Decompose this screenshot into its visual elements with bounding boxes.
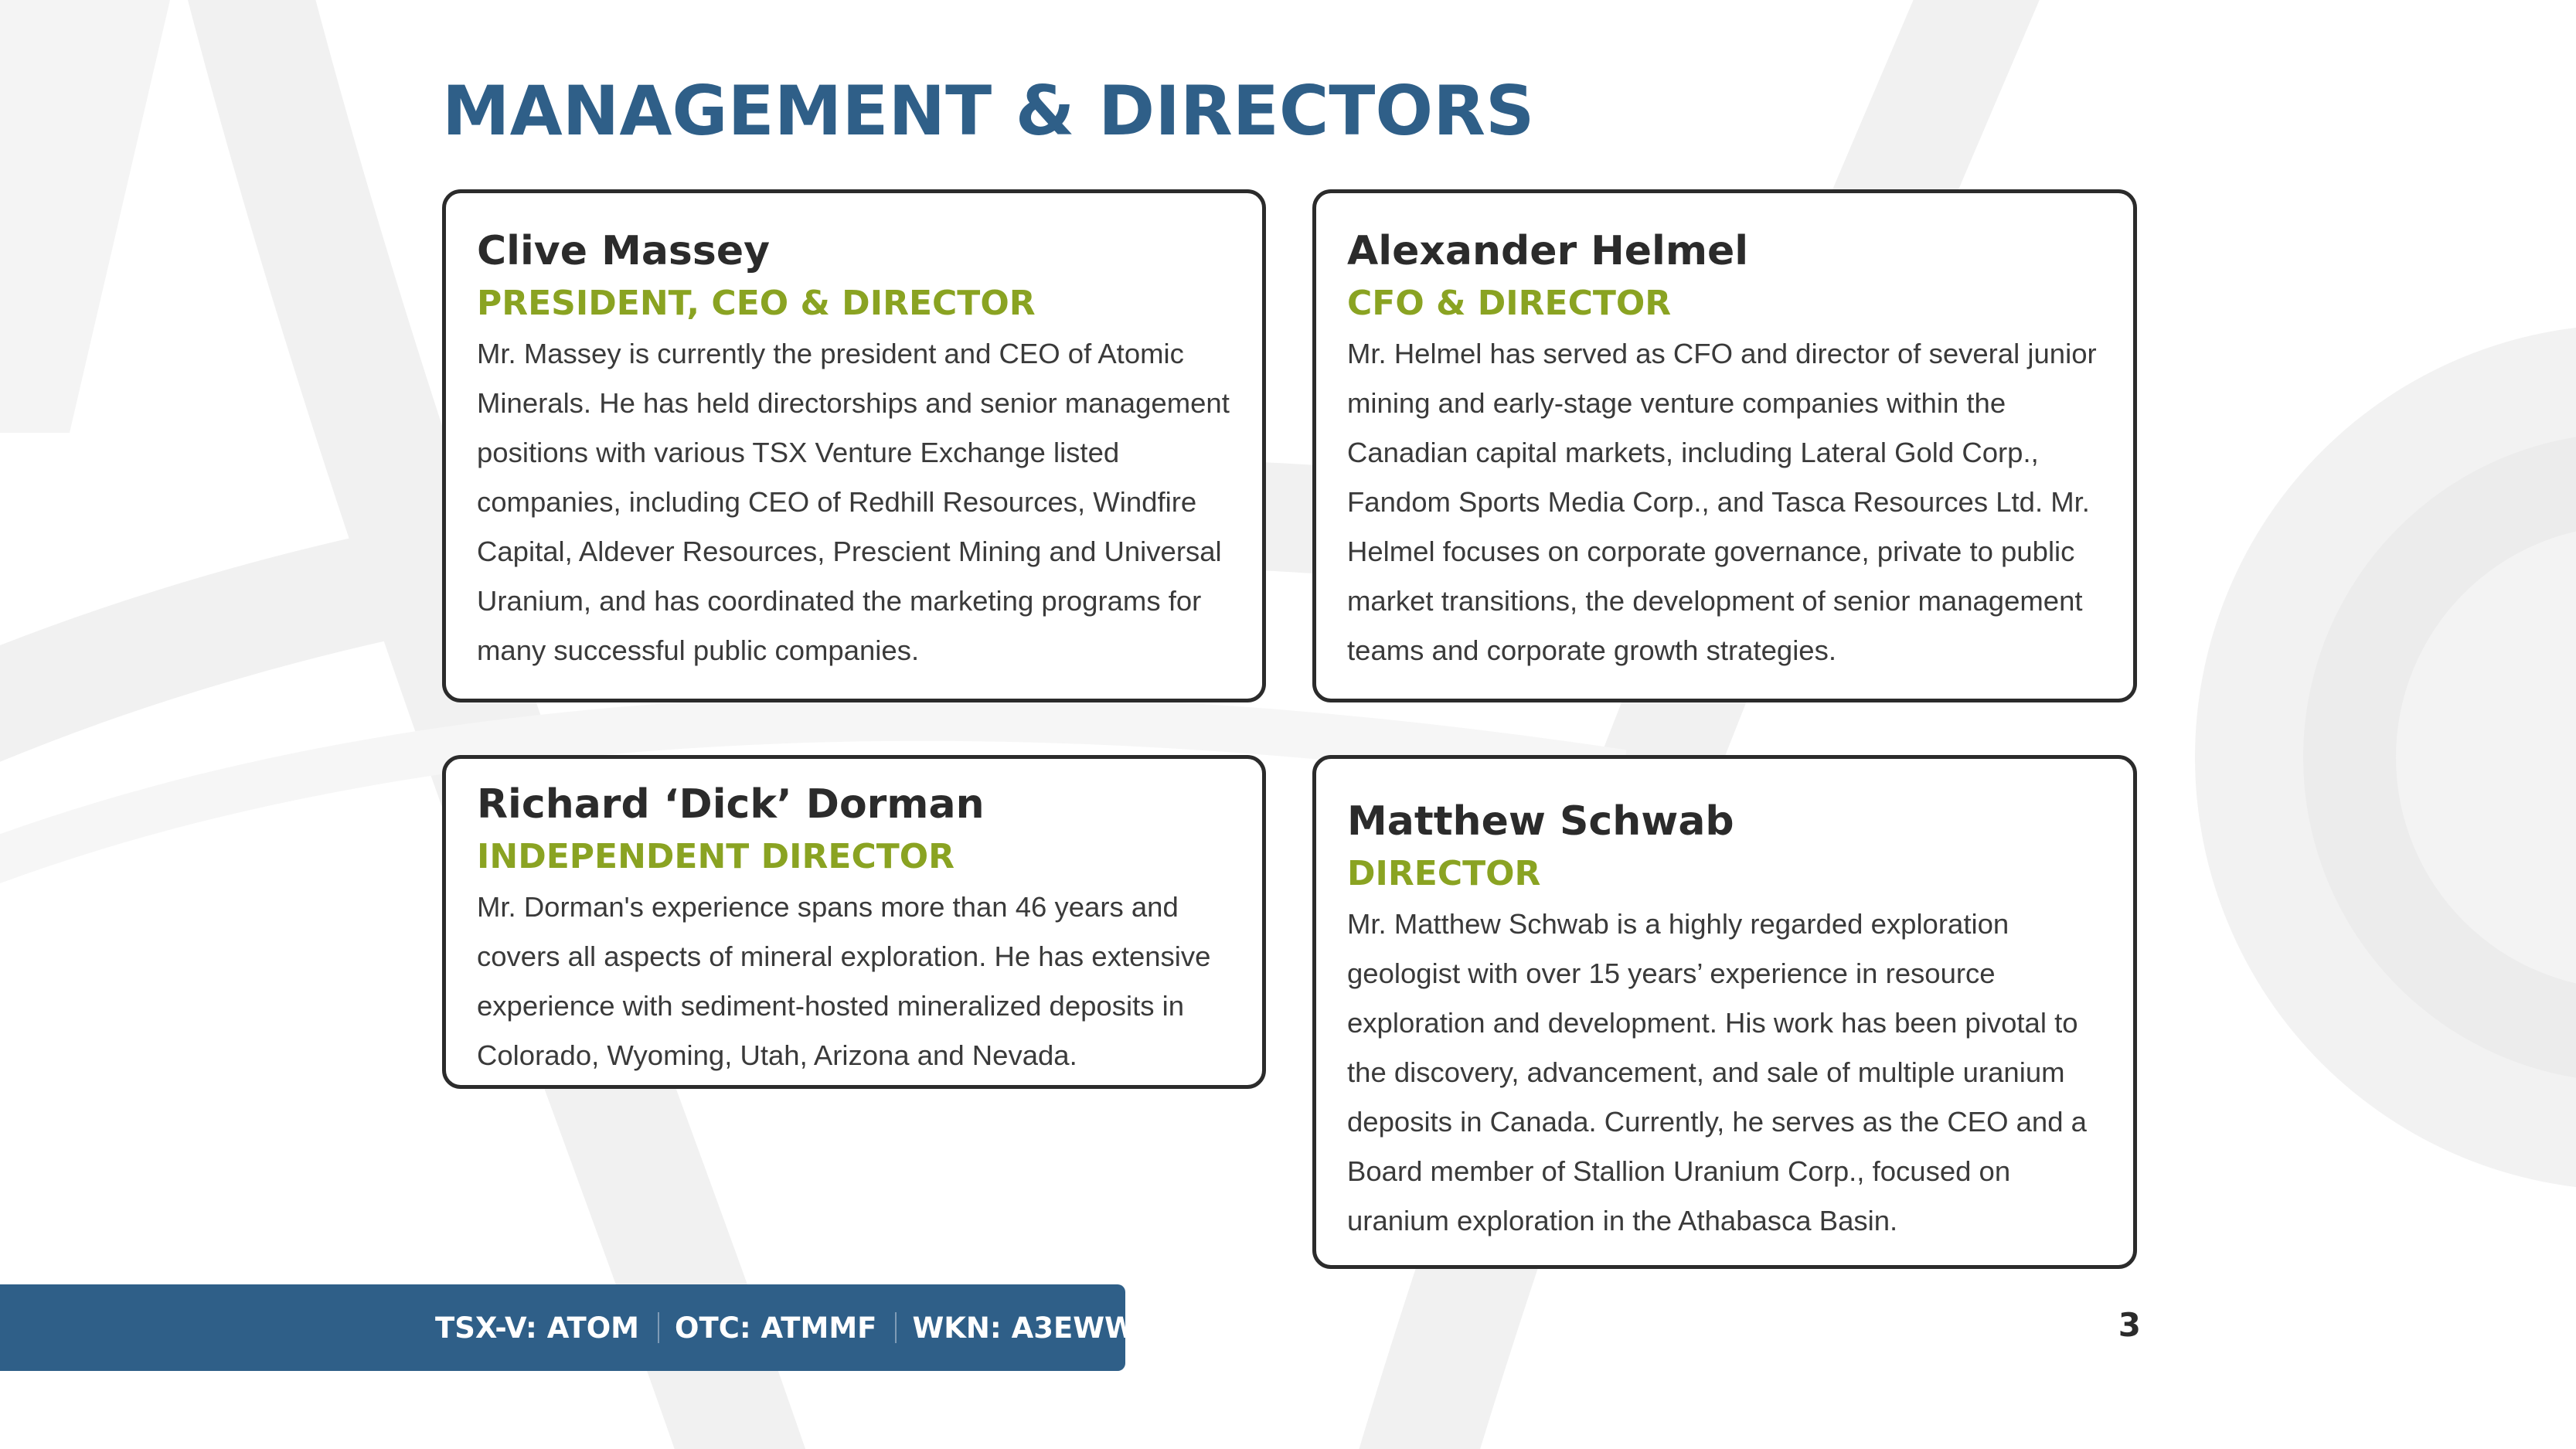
ticker-separator [658, 1312, 659, 1343]
person-card-richard-dorman [442, 755, 1266, 1089]
person-bio: Mr. Dorman's experience spans more than 46 years and covers all aspects of mineral exploration. He has extensive experience with sediment-hosted mineralized deposits in Colorado, Wyoming, Utah, Arizona and Nevada. [477, 891, 1211, 1071]
ticker-wkn: WKN: A3EWWR [912, 1311, 1159, 1345]
person-card-alexander-helmel [1312, 189, 2137, 702]
person-card-clive-massey [442, 189, 1266, 702]
person-name: Matthew Schwab [1347, 798, 1734, 845]
ticker-tsxv: TSX-V: ATOM [435, 1311, 639, 1345]
page-number: 3 [2118, 1306, 2141, 1344]
person-role: INDEPENDENT DIRECTOR [477, 837, 955, 876]
person-role: DIRECTOR [1347, 854, 1541, 893]
footer-ticker-bar [0, 1284, 1159, 1371]
person-bio: Mr. Helmel has served as CFO and director of several junior mining and early-stage venture companies within the Canadian capital markets, including Lateral Gold Corp., Fandom Sports Media Corp., and Tasca Resources Ltd. Mr. Helmel focuses on corporate governance, private to public market transitions, the development of senior management teams and corporate growth strategies. [1347, 338, 2097, 666]
person-bio: Mr. Massey is currently the president and CEO of Atomic Minerals. He has held directorships and senior management positions with various TSX Venture Exchange listed companies, including CEO of Redhill Resources, Windfire Capital, Aldever Resources, Prescient Mining and Universal Uranium, and has coordinated the marketing programs for many successful public companies. [477, 338, 1230, 666]
person-role: PRESIDENT, CEO & DIRECTOR [477, 284, 1036, 323]
person-name: Alexander Helmel [1347, 228, 1749, 274]
person-bio: Mr. Matthew Schwab is a highly regarded exploration geologist with over 15 years’ experience in resource exploration and development. His work has been pivotal to the discovery, advancement, and sale of multiple uranium deposits in Canada. Currently, he serves as the CEO and a Board member of Stallion Uranium Corp., focused on uranium exploration in the Athabasca Basin. [1347, 908, 2087, 1236]
ticker-separator [895, 1312, 897, 1343]
ticker-otc: OTC: ATMMF [675, 1311, 877, 1345]
page-title: MANAGEMENT & DIRECTORS [442, 71, 1535, 151]
ticker-list [435, 1284, 1158, 1371]
person-role: CFO & DIRECTOR [1347, 284, 1672, 323]
person-name: Clive Massey [477, 228, 770, 274]
person-card-matthew-schwab [1312, 755, 2137, 1269]
person-name: Richard ‘Dick’ Dorman [477, 781, 985, 828]
